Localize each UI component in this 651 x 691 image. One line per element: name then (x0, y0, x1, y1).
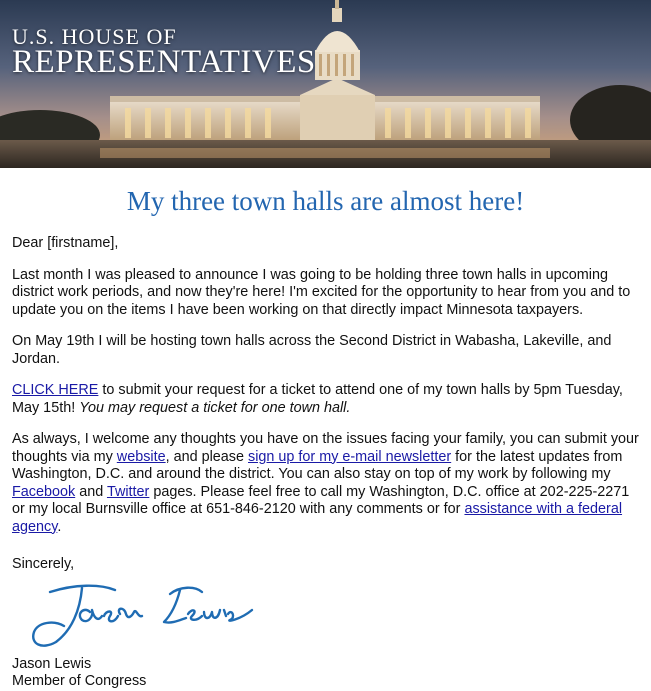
paragraph-town-hall-dates: On May 19th I will be hosting town halls across the Second District in Wabasha, Lakeville, and Jordan. (12, 333, 612, 367)
greeting: Dear [firstname], (12, 235, 119, 251)
newsletter-signup-link[interactable]: sign up for my e-mail newsletter (248, 448, 452, 465)
email-headline: My three town halls are almost here! (126, 186, 525, 216)
banner-title-line2: REPRESENTATIVES (12, 44, 316, 80)
website-link[interactable]: website (116, 448, 166, 465)
twitter-link[interactable]: Twitter (106, 483, 150, 500)
header-banner (0, 0, 651, 168)
contact-text-1: As always, I welcome any thoughts you have on the issues facing your family, you can submit your thoughts via my (12, 431, 639, 465)
contact-text-6: . (57, 518, 62, 535)
paragraph-ticket-request (12, 382, 639, 417)
contact-text-5: pages. Please feel free to call my Washington, D.C. office at 202-225-2271 or my local Burnsville office at 651-846-2120 with any comments or for (12, 483, 630, 517)
signer-name: Jason Lewis (12, 655, 92, 672)
email-body (0, 235, 651, 691)
contact-text-2: , and please (165, 448, 249, 465)
banner-title-line1: U.S. HOUSE OF (12, 24, 177, 49)
click-here-link[interactable]: CLICK HERE (12, 382, 99, 398)
federal-agency-assistance-link[interactable]: assistance with a federal agency (12, 501, 623, 535)
ticket-limit-note: You may request a ticket for one town hall. (79, 399, 351, 416)
contact-text-4: and (75, 483, 107, 500)
paragraph-announcement: Last month I was pleased to announce I was going to be holding three town halls in upcoming district work periods, and now they're here! I'm excited for the opportunity to hear from you and to update you on the items I have been working on that directly impact Minnesota taxpayers. (12, 266, 631, 318)
contact-text-3: for the latest updates from Washington, D.C. and around the district. You can also stay on top of my work by following my (12, 448, 623, 482)
signature-image (20, 580, 260, 652)
paragraph-contact (12, 431, 639, 536)
facebook-link[interactable]: Facebook (12, 483, 76, 500)
ticket-request-text: to submit your request for a ticket to attend one of my town halls by 5pm Tuesday, May 15th! (12, 382, 623, 416)
closing: Sincerely, (12, 556, 75, 572)
signer-title: Member of Congress (12, 673, 147, 689)
